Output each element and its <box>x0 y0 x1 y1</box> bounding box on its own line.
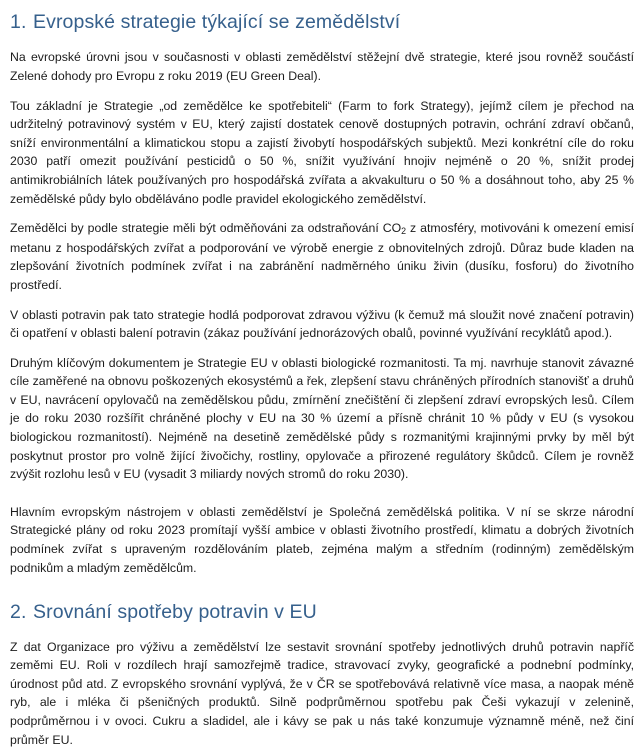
paragraph: Tou základní je Strategie „od zemědělce ke spotřebiteli“ (Farm to fork Strategy), jejímž cílem je přechod na udržitelný potravinový systém v EU, který zajistí dostatek cenově dostupných potravin, ochrání zdraví občanů, sníží environmentální a klimatickou stopu a zajistí živobytí hospodářských subjektů. Mezi konkrétní cíle do roku 2030 patří omezit používání pesticidů o 50 %, snížit využívání hnojiv nejméně o 20 %, snížit prodej antimikrobiálních látek používaných pro hospodářská zvířata a akvakulturu o 50 % a dosáhnout toho, aby 25 % zemědělské půdy bylo obděláváno podle pravidel ekologického zemědělství. <box>10 98 634 206</box>
section-title-1: Evropské strategie týkající se zemědělství <box>33 11 401 33</box>
paragraph: Druhým klíčovým dokumentem je Strategie EU v oblasti biologické rozmanitosti. Ta mj. navrhuje stanovit závazné cíle zaměřené na obnovu poškozených ekosystémů a řek, zlepšení stavu chráněných přírodních stanovišť a druhů v EU, navrácení opylovačů na zemědělskou půdu, zmírnění znečištění či zlepšení zdraví evropských lesů. Cílem je do roku 2030 rozšířit chráněné plochy v EU na 30 % území a přísně chránit 10 % půdy v EU (s vysokou biologickou rozmanitostí). Nejméně na desetině zemědělské půdy s rozmanitými krajinnými prvky by měl být poskytnut prostor pro volně žijící živočichy, rostliny, opylovače a přirozené regulátory škůdců. Cílem je rovněž zvýšit rozlohu lesů v EU (vysadit 3 miliardy nových stromů do roku 2030). <box>10 355 634 482</box>
paragraph: V oblasti potravin pak tato strategie hodlá podporovat zdravou výživu (k čemuž má sloužit nové značení potravin) či opatření v oblasti balení potravin (zákaz používání jednorázových obalů, povinné využívání recyklátů apod.). <box>10 307 634 341</box>
paragraph: Hlavním evropským nástrojem v oblasti zemědělství je Společná zemědělská politika. V ní se skrze národní Strategické plány od roku 2023 promítají vyšší ambice v oblasti životního prostředí, klimatu a dobrých životních podmínek zvířat s upraveným rozdělováním plateb, zejména malým a středním (rodinným) zemědělským podnikům a mladým zemědělcům. <box>10 504 634 575</box>
section-heading-2 <box>10 600 634 624</box>
section-heading-1 <box>10 10 634 34</box>
paragraph: Na evropské úrovni jsou v současnosti v oblasti zemědělství stěžejní dvě strategie, které jsou rovněž součástí Zelené dohody pro Evropu z roku 2019 (EU Green Deal). <box>10 50 634 83</box>
paragraph: Z dat Organizace pro výživu a zemědělství lze sestavit srovnání spotřeby jednotlivých druhů potravin napříč zeměmi EU. Roli v rozdílech hrají samozřejmě tradice, stravovací zvyky, geografické a podnební podmínky, úrodnost půd atd. Z evropského srovnání vyplývá, že v ČR se spotřebovává relativně více masa, a naopak méně ryb, ale i mléka či pšeničných produktů. Silně podprůměrnou spotřebu pak Češi vykazují v zelenině, podprůměrnou i v ovoci. Cukru a sladidel, ale i kávy se pak u nás také konzumuje významně méně, než činí průměr EU. <box>10 639 634 747</box>
section-number-2: 2. <box>10 601 27 624</box>
paragraph-co2-text: Zemědělci by podle strategie měli být odměňováni za odstraňování $CO_2$ z atmosféry, motivováni k omezení emisí metanu z hospodářských zvířat a podporování ve výrobě energie z obnovitelných zdrojů. Důraz bude kladen na zlepšování životních podmínek zvířat i na zabránění nadměrného úniku živin (dusíku, fosforu) do životního prostředí. <box>10 221 634 292</box>
section-2-body <box>10 638 634 749</box>
section-1-body <box>10 48 634 577</box>
section-title-2: Srovnání spotřeby potravin v EU <box>33 601 317 624</box>
section-spacer <box>10 577 634 600</box>
section-number-1: 1. <box>10 11 27 33</box>
paragraph-co2 <box>10 219 634 294</box>
